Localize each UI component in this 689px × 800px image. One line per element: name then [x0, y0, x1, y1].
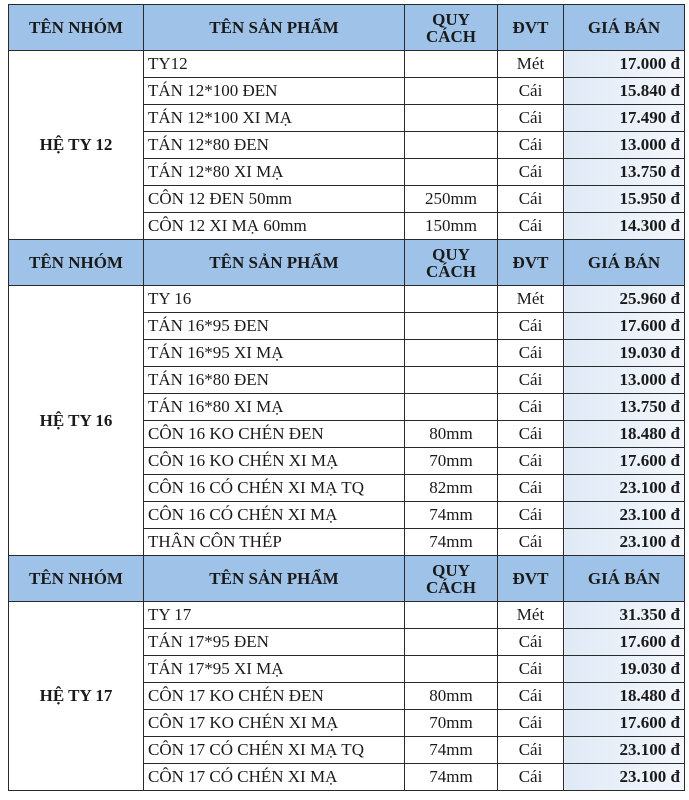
product-price: 13.000 đ: [564, 367, 685, 394]
table-row: [9, 51, 685, 78]
product-name: TÁN 12*80 ĐEN: [144, 132, 405, 159]
header-spec-line2: CÁCH: [425, 577, 477, 597]
product-name: TÁN 12*100 XI MẠ: [144, 105, 405, 132]
product-price: 19.030 đ: [564, 340, 685, 367]
header-product: TÊN SẢN PHẨM: [144, 240, 405, 286]
header-spec-line2: CÁCH: [425, 26, 477, 46]
product-price: 17.000 đ: [564, 51, 685, 78]
product-spec: [405, 394, 498, 421]
product-spec: [405, 313, 498, 340]
product-name: TÁN 16*80 ĐEN: [144, 367, 405, 394]
product-name: TÁN 16*80 XI MẠ: [144, 394, 405, 421]
product-unit: Cái: [498, 340, 564, 367]
product-unit: Mét: [498, 602, 564, 629]
product-spec: 74mm: [405, 529, 498, 556]
product-name: TÁN 17*95 ĐEN: [144, 629, 405, 656]
product-name: TÁN 17*95 XI MẠ: [144, 656, 405, 683]
product-price: 23.100 đ: [564, 502, 685, 529]
product-name: CÔN 16 CÓ CHÉN XI MẠ TQ: [144, 475, 405, 502]
product-unit: Cái: [498, 394, 564, 421]
product-unit: Cái: [498, 159, 564, 186]
header-group: TÊN NHÓM: [9, 556, 144, 602]
product-spec: 80mm: [405, 683, 498, 710]
product-unit: Cái: [498, 105, 564, 132]
product-spec: [405, 159, 498, 186]
product-name: CÔN 17 CÓ CHÉN XI MẠ TQ: [144, 737, 405, 764]
header-price: GIÁ BÁN: [564, 556, 685, 602]
header-spec: [405, 556, 498, 602]
product-name: CÔN 16 CÓ CHÉN XI MẠ: [144, 502, 405, 529]
header-price: GIÁ BÁN: [564, 5, 685, 51]
product-spec: 74mm: [405, 764, 498, 791]
product-spec: [405, 656, 498, 683]
product-unit: Mét: [498, 286, 564, 313]
product-spec: 150mm: [405, 213, 498, 240]
product-spec: [405, 367, 498, 394]
product-name: CÔN 16 KO CHÉN XI MẠ: [144, 448, 405, 475]
header-spec: [405, 240, 498, 286]
product-price: 23.100 đ: [564, 737, 685, 764]
product-spec: 70mm: [405, 710, 498, 737]
product-spec: [405, 105, 498, 132]
product-price: 17.490 đ: [564, 105, 685, 132]
product-spec: [405, 340, 498, 367]
product-unit: Cái: [498, 448, 564, 475]
product-price: 15.950 đ: [564, 186, 685, 213]
product-price: 17.600 đ: [564, 313, 685, 340]
product-unit: Cái: [498, 186, 564, 213]
product-unit: Cái: [498, 764, 564, 791]
product-price: 19.030 đ: [564, 656, 685, 683]
product-name: TÁN 16*95 ĐEN: [144, 313, 405, 340]
product-name: CÔN 12 ĐEN 50mm: [144, 186, 405, 213]
header-spec-line1: QUY: [432, 9, 470, 29]
product-unit: Cái: [498, 313, 564, 340]
product-price: 17.600 đ: [564, 629, 685, 656]
group-name: HỆ TY 16: [9, 286, 144, 556]
header-spec: [405, 5, 498, 51]
product-name: CÔN 17 KO CHÉN ĐEN: [144, 683, 405, 710]
product-price: 17.600 đ: [564, 448, 685, 475]
product-price: 23.100 đ: [564, 529, 685, 556]
header-spec-line1: QUY: [432, 244, 470, 264]
header-product: TÊN SẢN PHẨM: [144, 556, 405, 602]
product-spec: 80mm: [405, 421, 498, 448]
product-name: THÂN CÔN THÉP: [144, 529, 405, 556]
product-price: 25.960 đ: [564, 286, 685, 313]
product-price: 14.300 đ: [564, 213, 685, 240]
product-price: 18.480 đ: [564, 421, 685, 448]
product-unit: Cái: [498, 78, 564, 105]
price-list-body: [9, 5, 685, 791]
product-name: TÁN 12*100 ĐEN: [144, 78, 405, 105]
header-product: TÊN SẢN PHẨM: [144, 5, 405, 51]
product-price: 17.600 đ: [564, 710, 685, 737]
product-spec: [405, 286, 498, 313]
product-unit: Mét: [498, 51, 564, 78]
product-price: 13.750 đ: [564, 159, 685, 186]
header-group: TÊN NHÓM: [9, 5, 144, 51]
product-unit: Cái: [498, 367, 564, 394]
product-price: 31.350 đ: [564, 602, 685, 629]
product-name: TÁN 16*95 XI MẠ: [144, 340, 405, 367]
product-name: TY12: [144, 51, 405, 78]
product-unit: Cái: [498, 213, 564, 240]
product-unit: Cái: [498, 132, 564, 159]
header-unit: ĐVT: [498, 556, 564, 602]
product-price: 13.750 đ: [564, 394, 685, 421]
table-row: [9, 286, 685, 313]
product-spec: 74mm: [405, 737, 498, 764]
product-spec: [405, 78, 498, 105]
product-price: 18.480 đ: [564, 683, 685, 710]
table-row: [9, 602, 685, 629]
product-price: 23.100 đ: [564, 764, 685, 791]
header-unit: ĐVT: [498, 5, 564, 51]
product-name: CÔN 16 KO CHÉN ĐEN: [144, 421, 405, 448]
product-spec: 82mm: [405, 475, 498, 502]
header-spec-line1: QUY: [432, 560, 470, 580]
product-unit: Cái: [498, 629, 564, 656]
group-name: HỆ TY 17: [9, 602, 144, 791]
product-spec: [405, 132, 498, 159]
product-spec: [405, 602, 498, 629]
product-unit: Cái: [498, 710, 564, 737]
product-name: TÁN 12*80 XI MẠ: [144, 159, 405, 186]
header-row: [9, 556, 685, 602]
product-name: CÔN 12 XI MẠ 60mm: [144, 213, 405, 240]
product-unit: Cái: [498, 656, 564, 683]
product-price: 23.100 đ: [564, 475, 685, 502]
header-row: [9, 240, 685, 286]
price-list-table: [8, 4, 685, 791]
product-spec: 70mm: [405, 448, 498, 475]
product-unit: Cái: [498, 737, 564, 764]
product-unit: Cái: [498, 475, 564, 502]
product-name: TY 17: [144, 602, 405, 629]
product-spec: [405, 51, 498, 78]
product-spec: 250mm: [405, 186, 498, 213]
header-price: GIÁ BÁN: [564, 240, 685, 286]
group-name: HỆ TY 12: [9, 51, 144, 240]
product-unit: Cái: [498, 502, 564, 529]
header-spec-line2: CÁCH: [425, 261, 477, 281]
header-group: TÊN NHÓM: [9, 240, 144, 286]
product-name: CÔN 17 KO CHÉN XI MẠ: [144, 710, 405, 737]
product-price: 15.840 đ: [564, 78, 685, 105]
product-spec: 74mm: [405, 502, 498, 529]
product-name: CÔN 17 CÓ CHÉN XI MẠ: [144, 764, 405, 791]
product-price: 13.000 đ: [564, 132, 685, 159]
product-spec: [405, 629, 498, 656]
product-unit: Cái: [498, 683, 564, 710]
header-unit: ĐVT: [498, 240, 564, 286]
product-unit: Cái: [498, 421, 564, 448]
header-row: [9, 5, 685, 51]
product-unit: Cái: [498, 529, 564, 556]
product-name: TY 16: [144, 286, 405, 313]
